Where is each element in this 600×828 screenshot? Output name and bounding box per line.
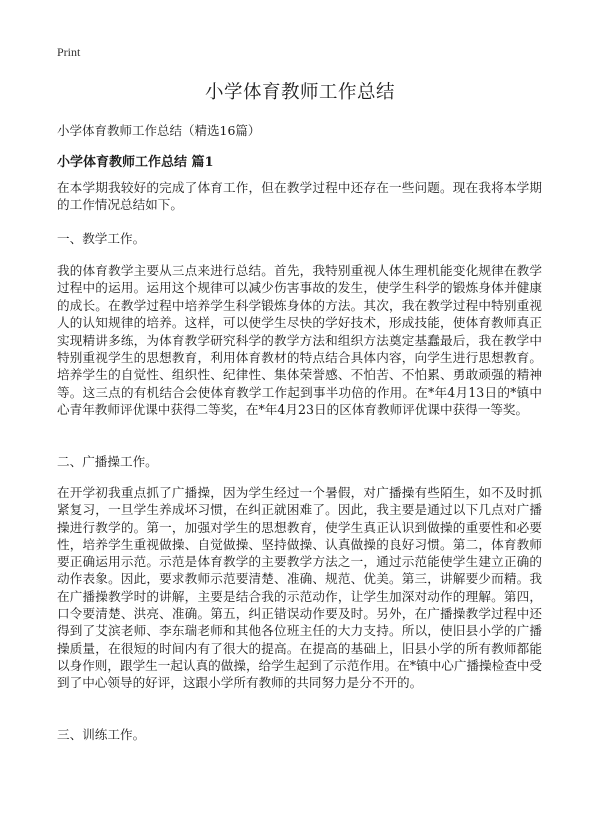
page-title: 小学体育教师工作总结 (204, 82, 395, 103)
section-heading: 小学体育教师工作总结 篇1 (57, 155, 214, 170)
broadcast-heading: 二、广播操工作。 (57, 454, 158, 469)
document-subtitle: 小学体育教师工作总结（精选16篇） (57, 123, 261, 138)
intro-paragraph: 在本学期我较好的完成了体育工作，但在教学过程中还存在一些问题。现在我将本学期的工作情况总结如下。 (57, 180, 542, 213)
teaching-heading: 一、教学工作。 (57, 231, 146, 246)
training-heading: 三、训练工作。 (57, 727, 146, 742)
print-link[interactable]: Print (57, 45, 81, 59)
broadcast-paragraph: 在开学初我重点抓了广播操，因为学生经过一个暑假，对广播操有些陌生，如不及时抓紧复习，一旦学生养成坏习惯，在纠正就困难了。因此，我主要是通过以下几点对广播操进行教学的。第一，加强对学生的思想教育，使学生真正认识到做操的重要性和必要性，培养学生重视做操、自觉做操、坚持做操、认真做操的良好习惯。第二，体育教师要正确运用示范。示范是体育教学的主要教学方法之一，通过示范能使学生建立正确的动作表象。因此，要求教师示范要清楚、准确、规范、优美。第三，讲解要少而精。我在广播操教学时的讲解，主要是结合我的示范动作，让学生加深对动作的理解。第四，口令要清楚、洪亮、准确。第五，纠正错误动作要及时。另外，在广播操教学过程中还得到了艾滨老师、李东瑞老师和其他各位班主任的大力支持。所以，使旧县小学的广播操质量，在很短的时间内有了很大的提高。在提高的基础上，旧县小学的所有教师都能以身作则，跟学生一起认真的做操，给学生起到了示范作用。在*镇中心广播操检查中受到了中心领导的好评，这跟小学所有教师的共同努力是分不开的。 (57, 485, 542, 691)
teaching-paragraph: 我的体育教学主要从三点来进行总结。首先，我特别重视人体生理机能变化规律在教学过程中的运用。运用这个规律可以减少伤害事故的发生，使学生科学的锻炼身体并健康的成长。在教学过程中培养学生科学锻炼身体的方法。其次，我在教学过程中特别重视人的认知规律的培养。这样，可以使学生尽快的学好技术，形成技能，使体育教师真正实现精讲多练，为体育教学研究科学的教学方法和组织方法奠定基蠢最后，我在教学中特别重视学生的思想教育，利用体育教材的特点结合具体内容，向学生进行思想教育。培养学生的自觉性、组织性、纪律性、集体荣誉感、不怕苦、不怕累、勇敢顽强的精神等。这三点的有机结合会使体育教学工作起到事半功倍的作用。在*年4月13日的*镇中心青年教师评优课中获得二等奖，在*年4月23日的区体育教师评优课中获得一等奖。 (57, 263, 542, 418)
